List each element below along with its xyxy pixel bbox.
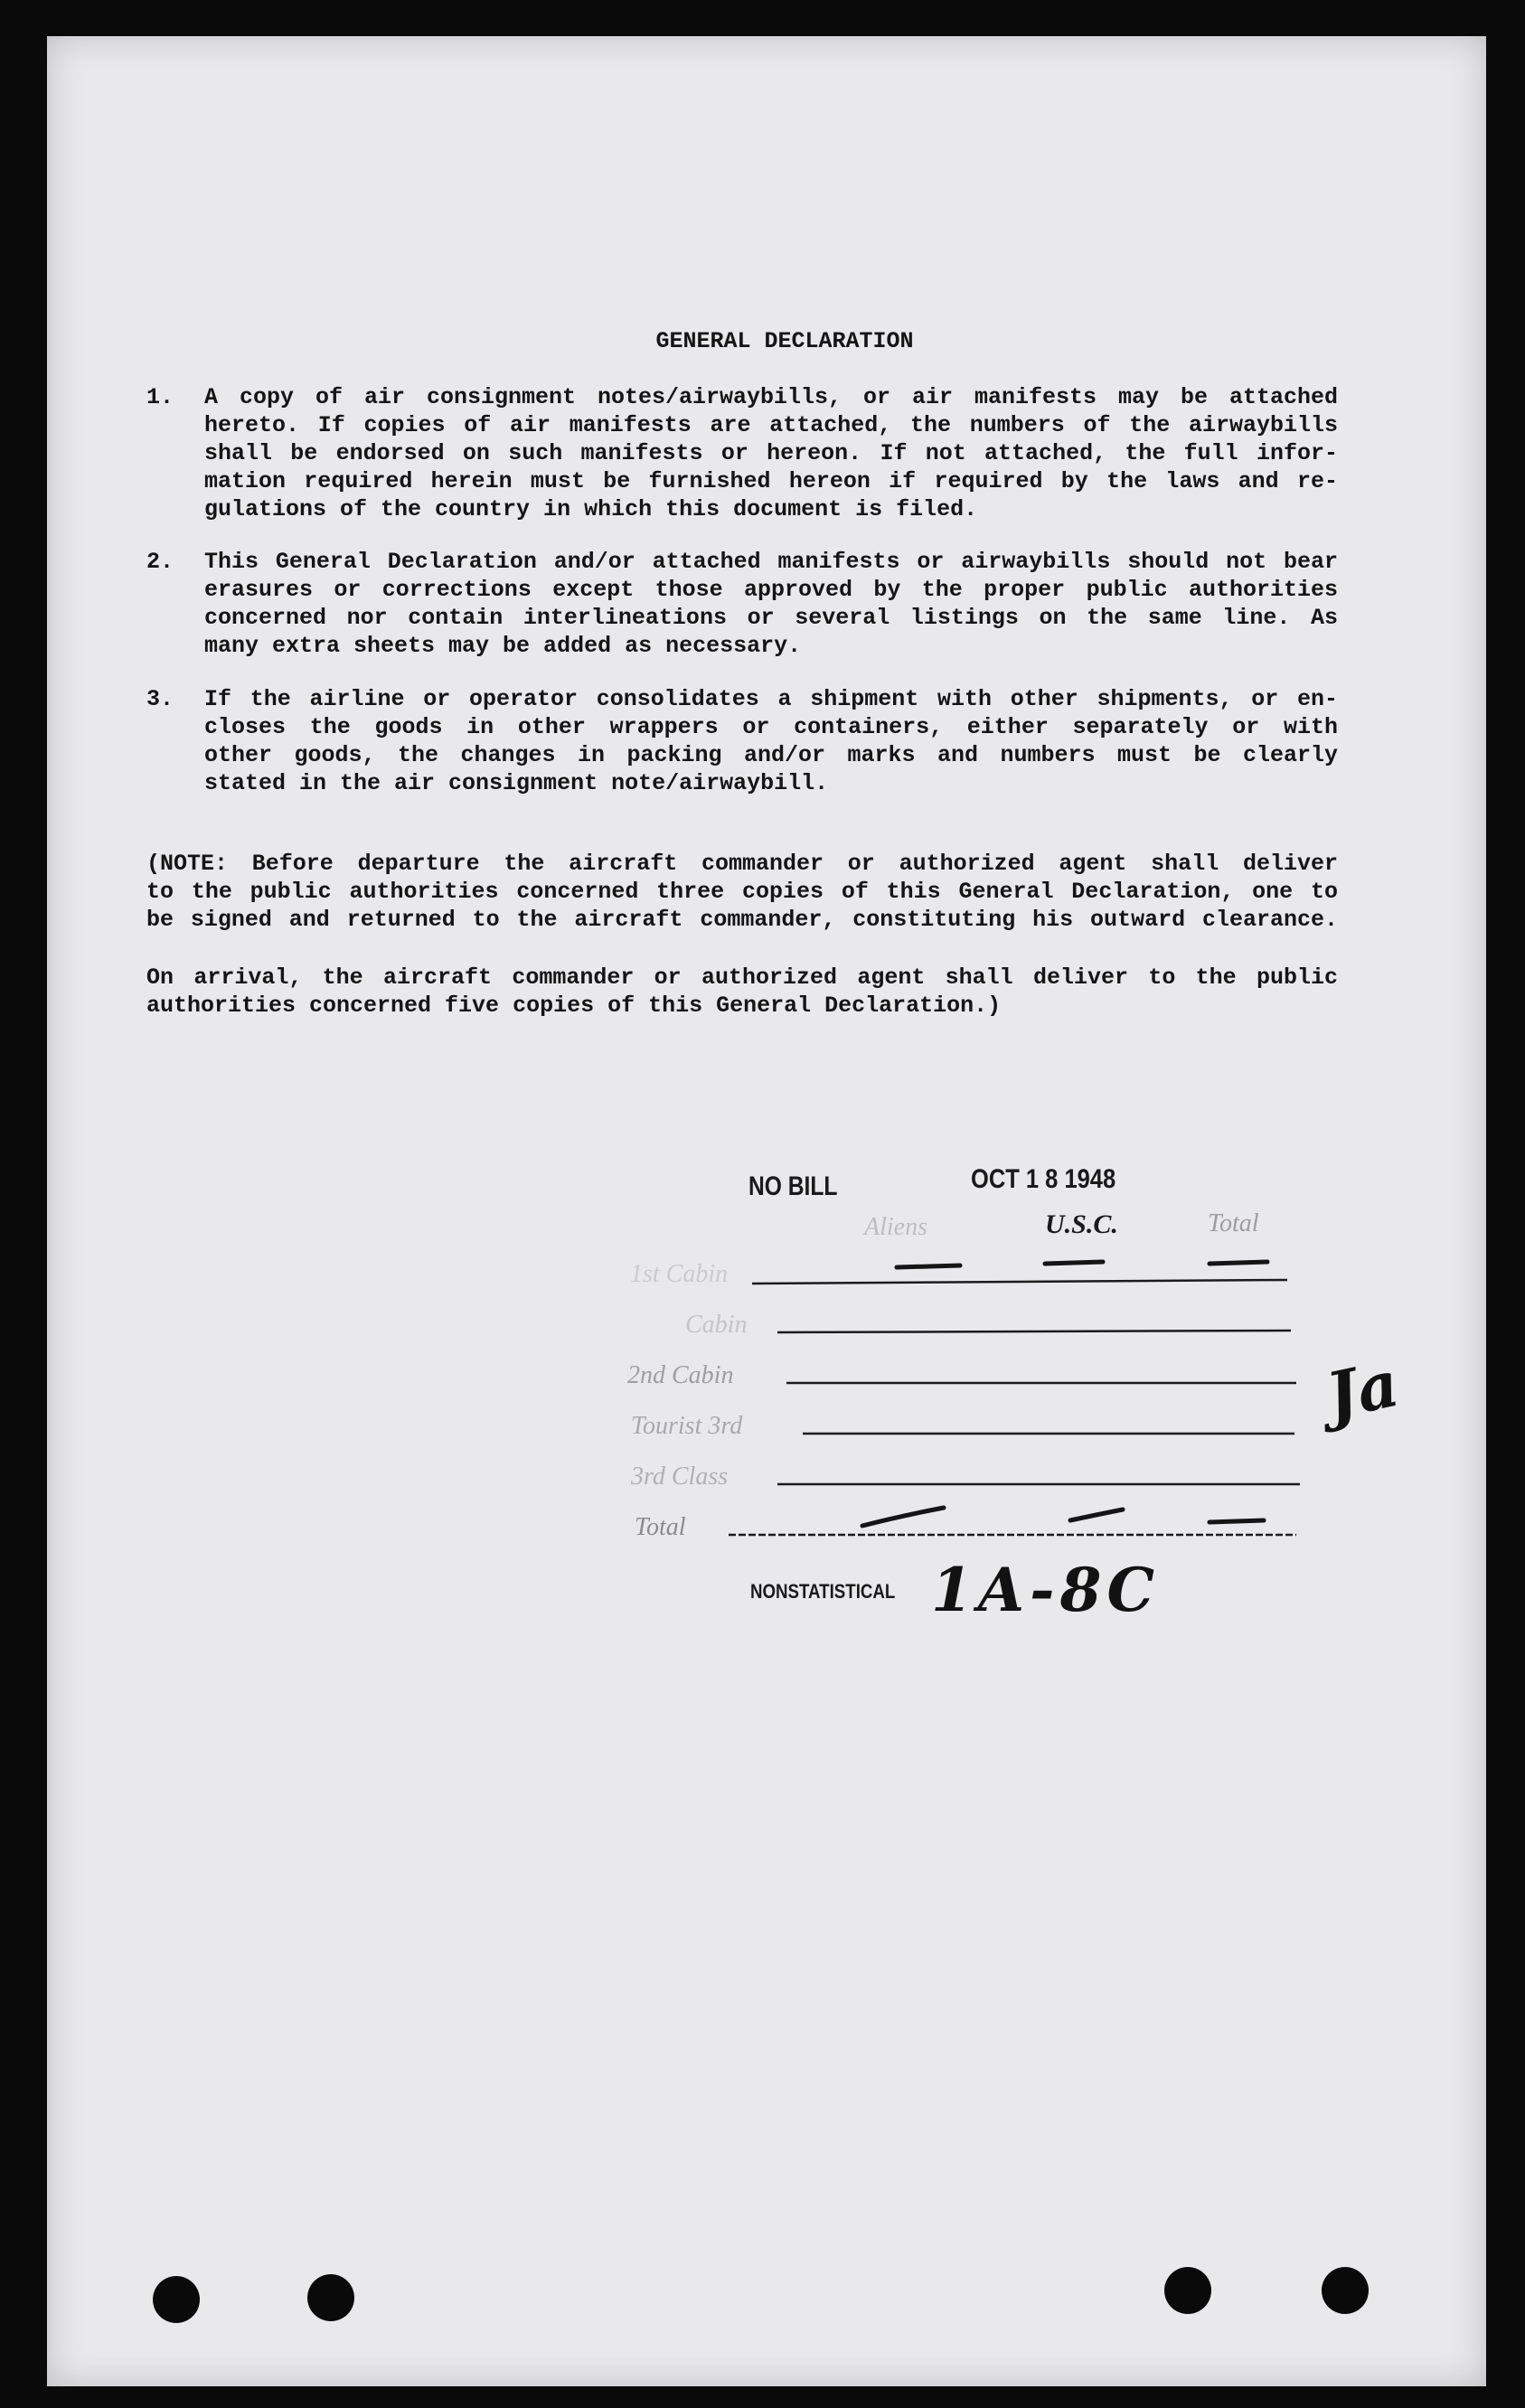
column-label-aliens: Aliens	[864, 1213, 927, 1241]
punch-hole	[1322, 2267, 1369, 2314]
nonstatistical-stamp: NONSTATISTICAL	[750, 1580, 896, 1603]
text-line: other goods, the changes in packing and/or marks and numbers must be clearly	[204, 742, 1338, 768]
inspector-initials: Ja	[1320, 1345, 1406, 1434]
handwritten-code: 1A-8C	[931, 1555, 1160, 1625]
text-line: many extra sheets may be added as necessary.	[204, 633, 802, 659]
row-label-total: Total	[635, 1513, 686, 1541]
text-line: hereto. If copies of air manifests are attached, the numbers of the airwaybills	[204, 412, 1338, 438]
text-line: concerned nor contain interlineations or several listings on the same line. As	[204, 605, 1338, 631]
text-line: erasures or corrections except those approved by the proper public authorities	[204, 577, 1338, 603]
row-label-cabin: Cabin	[685, 1311, 748, 1339]
text-line: closes the goods in other wrappers or containers, either separately or with	[204, 714, 1338, 740]
column-label-usc: U.S.C.	[1045, 1209, 1118, 1239]
punch-hole	[1164, 2267, 1211, 2314]
text-line: On arrival, the aircraft commander or authorized agent shall deliver to the public	[146, 964, 1338, 991]
text-line: mation required herein must be furnished hereon if required by the laws and re-	[204, 468, 1338, 494]
document-page	[47, 36, 1486, 2386]
page-title: GENERAL DECLARATION	[655, 328, 914, 354]
text-line: gulations of the country in which this document is filed.	[204, 496, 978, 522]
row-label-3rd-class: 3rd Class	[631, 1463, 729, 1491]
stamp-ruling-lines	[47, 36, 1486, 2386]
item-number: 2.	[146, 549, 174, 575]
item-number: 1.	[146, 384, 174, 410]
text-line: stated in the air consignment note/airwaybill.	[204, 770, 829, 796]
text-line: be signed and returned to the aircraft commander, constituting his outward clearance.	[146, 907, 1338, 933]
date-stamp: OCT 1 8 1948	[971, 1164, 1116, 1194]
text-line: A copy of air consignment notes/airwaybills, or air manifests may be attached	[204, 384, 1338, 410]
text-line: authorities concerned five copies of this General Declaration.)	[146, 992, 1002, 1019]
row-label-1st-cabin: 1st Cabin	[630, 1260, 729, 1288]
row-label-tourist-3rd: Tourist 3rd	[631, 1412, 743, 1440]
column-label-total: Total	[1208, 1209, 1259, 1237]
text-line: to the public authorities concerned three copies of this General Declaration, one to	[146, 879, 1338, 905]
text-line: shall be endorsed on such manifests or hereon. If not attached, the full infor-	[204, 440, 1338, 466]
text-line: (NOTE: Before departure the aircraft commander or authorized agent shall deliver	[146, 851, 1338, 877]
text-line: If the airline or operator consolidates a shipment with other shipments, or en-	[204, 686, 1338, 712]
punch-hole	[153, 2276, 200, 2323]
no-bill-stamp: NO BILL	[748, 1171, 838, 1201]
text-line: This General Declaration and/or attached manifests or airwaybills should not bear	[204, 549, 1338, 575]
punch-hole	[307, 2274, 354, 2321]
item-number: 3.	[146, 686, 174, 712]
row-label-2nd-cabin: 2nd Cabin	[627, 1361, 734, 1389]
